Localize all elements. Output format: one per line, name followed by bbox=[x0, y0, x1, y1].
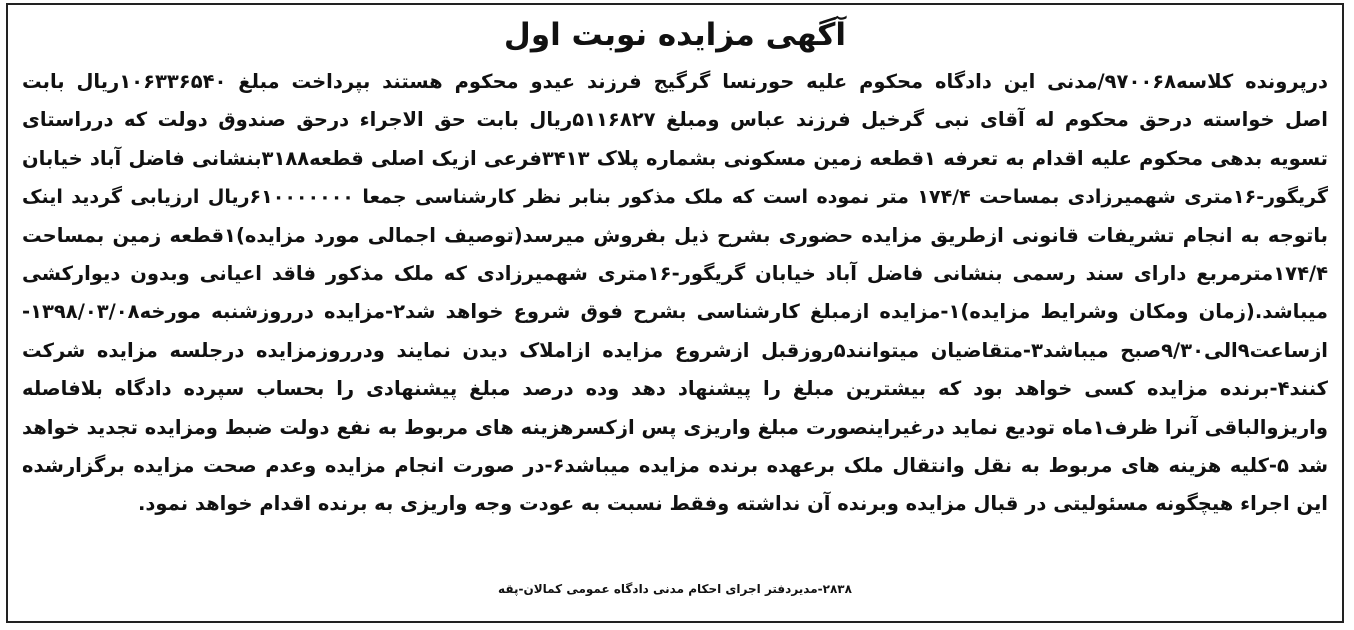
notice-line: گریگور-۱۶متری شهمیرزادی بمساحت ۱۷۴/۴ متر نموده است که ملک مذکور بنابر نظر کارشناسی جمعا ۶۱۰۰۰۰۰۰۰ریال ارزیابی گردید اینک bbox=[22, 186, 1328, 209]
notice-body bbox=[22, 63, 1328, 524]
notice-line: واریزوالباقی آنرا ظرف۱ماه تودیع نماید درغیراینصورت مبلغ واریزی پس ازکسرهزینه های مربوط به نفع دولت ضبط ومزایده تجدید خواهد bbox=[22, 415, 1328, 439]
notice-line: شد ۵-کلیه هزینه های مربوط به نقل وانتقال ملک برعهده برنده مزایده میباشد۶-در صورت انجام مزایده وعدم صحت مزایده برگزارشده bbox=[22, 453, 1328, 477]
notice-line: باتوجه به انجام تشریفات قانونی ازطریق مزایده حضوری بشرح ذیل بفروش میرسد(توصیف اجمالی مورد مزایده)۱قطعه زمین بمساحت bbox=[22, 223, 1328, 247]
notice-line: ازساعت۹الی۹/۳۰صبح میباشد۳-متقاضیان میتوانند۵روزقبل ازشروع مزایده ازاملاک دیدن نمایند ودرروزمزایده درجلسه مزایده شرکت bbox=[22, 338, 1328, 362]
notice-line: تسویه بدهی محکوم علیه اقدام به تعرفه ۱قطعه زمین مسکونی بشماره پلاک ۳۴۱۳فرعی ازیک اصلی قطعه۳۱۸۸بنشانی فاضل آباد خیابان bbox=[22, 146, 1328, 170]
notice-line: ۱۷۴/۴مترمربع دارای سند رسمی بنشانی فاضل آباد خیابان گریگور-۱۶متری شهمیرزادی که ملک مذکور فاقد اعیانی وبدون دیوارکشی bbox=[22, 261, 1328, 285]
notice-line: درپرونده کلاسه۹۷۰۰۶۸/مدنی این دادگاه محکوم علیه حورنسا گرگیج فرزند عیدو محکوم هستند بپرداخت مبلغ ۱۰۶۳۳۶۵۴۰ریال بابت bbox=[22, 70, 1328, 93]
notice-line: این اجراء هیچگونه مسئولیتی در قبال مزایده وبرنده آن نداشته وفقط نسبت به عودت وجه واریزی به برنده اقدام خواهد نمود. bbox=[138, 492, 1328, 516]
notice-signature: ۲۸۳۸-مدیردفتر اجرای احکام مدنی دادگاه عمومی کمالان-پقه bbox=[498, 582, 852, 596]
notice-title: آگهی مزایده نوبت اول bbox=[503, 17, 847, 53]
notice-frame bbox=[6, 3, 1344, 623]
notice-line: اصل خواسته درحق محکوم له آقای نبی گرخیل فرزند عباس ومبلغ ۵۱۱۶۸۲۷ریال بابت حق الاجراء درحق صندوق دولت که درراستای bbox=[22, 108, 1328, 132]
notice-line: میباشد.(زمان ومکان وشرایط مزایده)۱-مزایده ازمبلغ کارشناسی بشرح فوق شروع خواهد شد۲-مزایده درروزشنبه مورخه۱۳۹۸/۰۳/۰۸- bbox=[22, 300, 1328, 324]
notice-line: کنند۴-برنده مزایده کسی خواهد بود که بیشترین مبلغ را پیشنهاد دهد وده درصد مبلغ پیشنهادی را بحساب سپرده دادگاه بلافاصله bbox=[22, 377, 1328, 401]
